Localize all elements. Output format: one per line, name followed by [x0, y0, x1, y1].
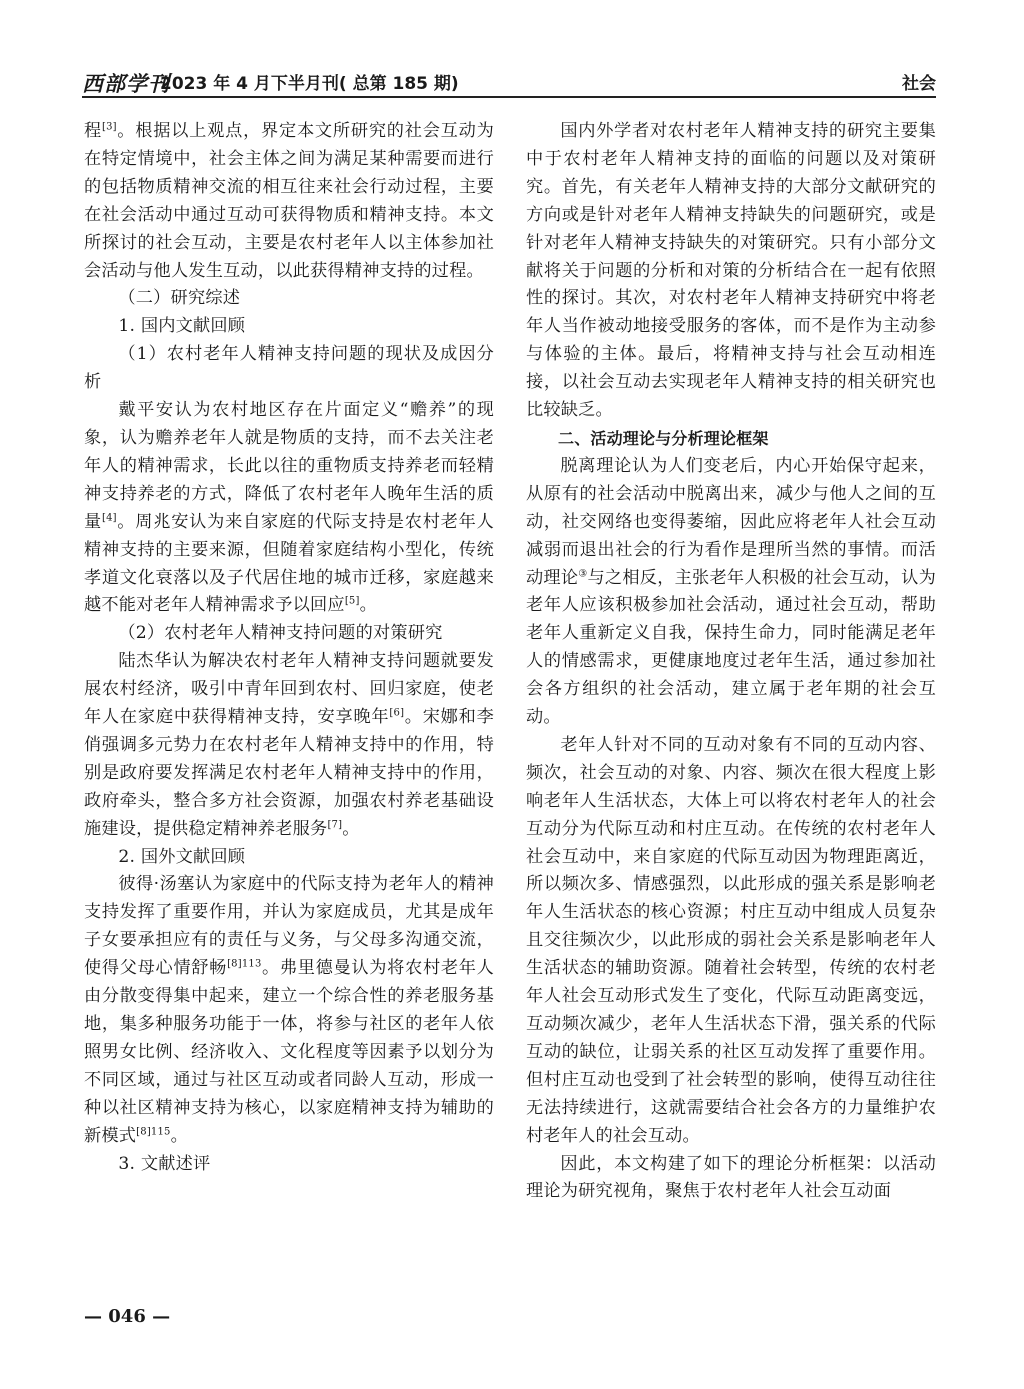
paragraph-text: （2）农村老年人精神支持问题的对策研究 — [118, 623, 443, 644]
left_column-paragraph — [84, 844, 494, 872]
left_column-paragraph — [84, 285, 494, 313]
paragraph-text: 程 — [84, 121, 102, 141]
journal-logo: 西部学刊 — [82, 71, 170, 96]
paragraph-text: 脱离理论认为人们变老后，内心开始保守起来，从原有的社会活动中脱离出来，减少与他人之间的互动，社交网络也变得萎缩，因此应将老年人社会互动减弱而退出社会的行为看作是理所当然的事情。而活动理论 — [526, 455, 936, 588]
paragraph-text: 。 — [359, 595, 377, 616]
left_column-paragraph — [84, 1151, 494, 1179]
paragraph-text: 。 — [170, 1125, 189, 1146]
page-number: — 046 — — [84, 1306, 171, 1327]
paragraph-text: 。弗里德曼认为将农村老年人由分散变得集中起来，建立一个综合性的养老服务基地，集多种服务功能于一体，将参与社区的老年人依照男女比例、经济收入、文化程度等因素予以划分为不同区域，通过与社区互动或者同龄人互动，形成一种以社区精神支持为核心，以家庭精神支持为辅助的新模式 — [84, 958, 494, 1146]
paragraph-text: 陆杰华认为解决农村老年人精神支持问题就要发展农村经济，吸引中青年回到农村、回归家庭，使老年人在家庭中获得精神支持，安享晚年 — [84, 651, 494, 728]
paragraph-text: 国内外学者对农村老年人精神支持的研究主要集中于农村老年人精神支持的面临的问题以及对策研究。首先，有关老年人精神支持的大部分文献研究的方向或是针对老年人精神支持缺失的问题研究，或是针对老年人精神支持缺失的对策研究。只有小部分文献将关于问题的分析和对策的分析结合在一起有依照性的探讨。其次，对农村老年人精神支持研究中将老年人当作被动地接受服务的客体，而不是作为主动参与体验的主体。最后，将精神支持与社会互动相连接，以社会互动去实现老年人精神支持的相关研究也比较缺乏。 — [526, 121, 936, 421]
paragraph-text: 。 — [342, 818, 360, 839]
paragraph-text: 2. 国外文献回顾 — [118, 846, 246, 867]
right_column-paragraph — [526, 1151, 936, 1207]
citation-ref: [6] — [389, 707, 405, 719]
left_column-paragraph — [84, 397, 494, 620]
paragraph-text: 老年人针对不同的互动对象有不同的互动内容、频次，社会互动的对象、内容、频次在很大程度上影响老年人生活状态，大体上可以将农村老年人的社会互动分为代际互动和村庄互动。在传统的农村老年人社会互动中，来自家庭的代际互动因为物理距离近，所以频次多、情感强烈，以此形成的强关系是影响老年人生活状态的核心资源；村庄互动中组成人员复杂且交往频次少，以此形成的弱社会关系是影响老年人生活状态的辅助资源。随着社会转型，传统的农村老年人社会互动形式发生了变化，代际互动距离变远，互动频次减少，老年人生活状态下滑，强关系的代际互动的缺位，让弱关系的社区互动发挥了重要作用。但村庄互动也受到了社会转型的影响，使得互动往往无法持续进行，这就需要结合社会各方的力量维护农村老年人的社会互动。 — [526, 734, 936, 1146]
citation-ref: [4] — [101, 511, 117, 523]
paragraph-text: 因此，本文构建了如下的理论分析框架：以活动理论为研究视角，聚焦于农村老年人社会互动面 — [526, 1153, 936, 1202]
paragraph-text: 与之相反，主张老年人积极的社会互动，认为老年人应该积极参加社会活动，通过社会互动，帮助老年人重新定义自我，保持生命力，同时能满足老年人的情感需求，更健康地度过老年生活，通过参加社会各方组织的社会活动，建立属于老年期的社会互动。 — [526, 567, 936, 728]
citation-ref: [8]115 — [136, 1125, 171, 1137]
left_column-paragraph — [84, 648, 494, 843]
left_column-paragraph — [84, 313, 494, 341]
paragraph-text: （二）研究综述 — [118, 288, 241, 309]
paragraph-text: 3. 文献述评 — [118, 1153, 211, 1174]
left-column — [84, 118, 494, 1178]
citation-ref: ③ — [578, 567, 588, 579]
citation-ref: [3] — [101, 121, 117, 133]
left_column-paragraph — [84, 871, 494, 1150]
right_column-paragraph — [526, 453, 936, 732]
paragraph-text: 。宋娜和李俏强调多元势力在农村老年人精神支持中的作用，特别是政府要发挥满足农村老年人精神支持中的作用，政府牵头，整合多方社会资源，加强农村养老基础设施建设，提供稳定精神养老服务 — [84, 707, 494, 839]
paragraph-text: 。周兆安认为来自家庭的代际支持是农村老年人精神支持的主要来源，但随着家庭结构小型化，传统孝道文化衰落以及子代居住地的城市迁移，家庭越来越不能对老年人精神需求予以回应 — [84, 511, 494, 616]
issue-info: 2023 年 4 月下半月刊( 总第 185 期) — [160, 74, 459, 94]
citation-ref: [7] — [327, 818, 343, 830]
paragraph-text: 二、活动理论与分析理论框架 — [558, 428, 769, 448]
paragraph-text: （1）农村老年人精神支持问题的现状及成因分析 — [84, 344, 494, 393]
paragraph-text: 1. 国内文献回顾 — [118, 316, 246, 337]
left_column-paragraph — [84, 341, 494, 397]
paragraph-text: 戴平安认为农村地区存在片面定义“赡养”的现象，认为赡养老年人就是物质的支持，而不去关注老年人的精神需求，长此以往的重物质支持养老而轻精神支持养老的方式，降低了农村老年人晚年生活的质量 — [84, 400, 494, 532]
section-label: 社会 — [902, 74, 936, 94]
paragraph-text: 。根据以上观点，界定本文所研究的社会互动为在特定情境中，社会主体之间为满足某种需要而进行的包括物质精神交流的相互往来社会行动过程，主要在社会活动中通过互动可获得物质和精神支持。本文所探讨的社会互动，主要是农村老年人以主体参加社会活动与他人发生互动，以此获得精神支持的过程。 — [84, 121, 494, 281]
citation-ref: [5] — [344, 595, 360, 607]
right_column-paragraph — [526, 732, 936, 1151]
right_column-paragraph — [526, 425, 936, 453]
left_column-paragraph — [84, 118, 494, 285]
left_column-paragraph — [84, 620, 494, 648]
paragraph-text: 彼得·汤塞认为家庭中的代际支持为老年人的精神支持发挥了重要作用，并认为家庭成员，尤其是成年子女要承担应有的责任与义务，与父母多沟通交流，使得父母心情舒畅 — [84, 874, 494, 979]
right-column — [526, 118, 936, 1206]
citation-ref: [8]113 — [227, 958, 262, 970]
page-header — [82, 62, 936, 98]
right_column-paragraph — [526, 118, 936, 425]
